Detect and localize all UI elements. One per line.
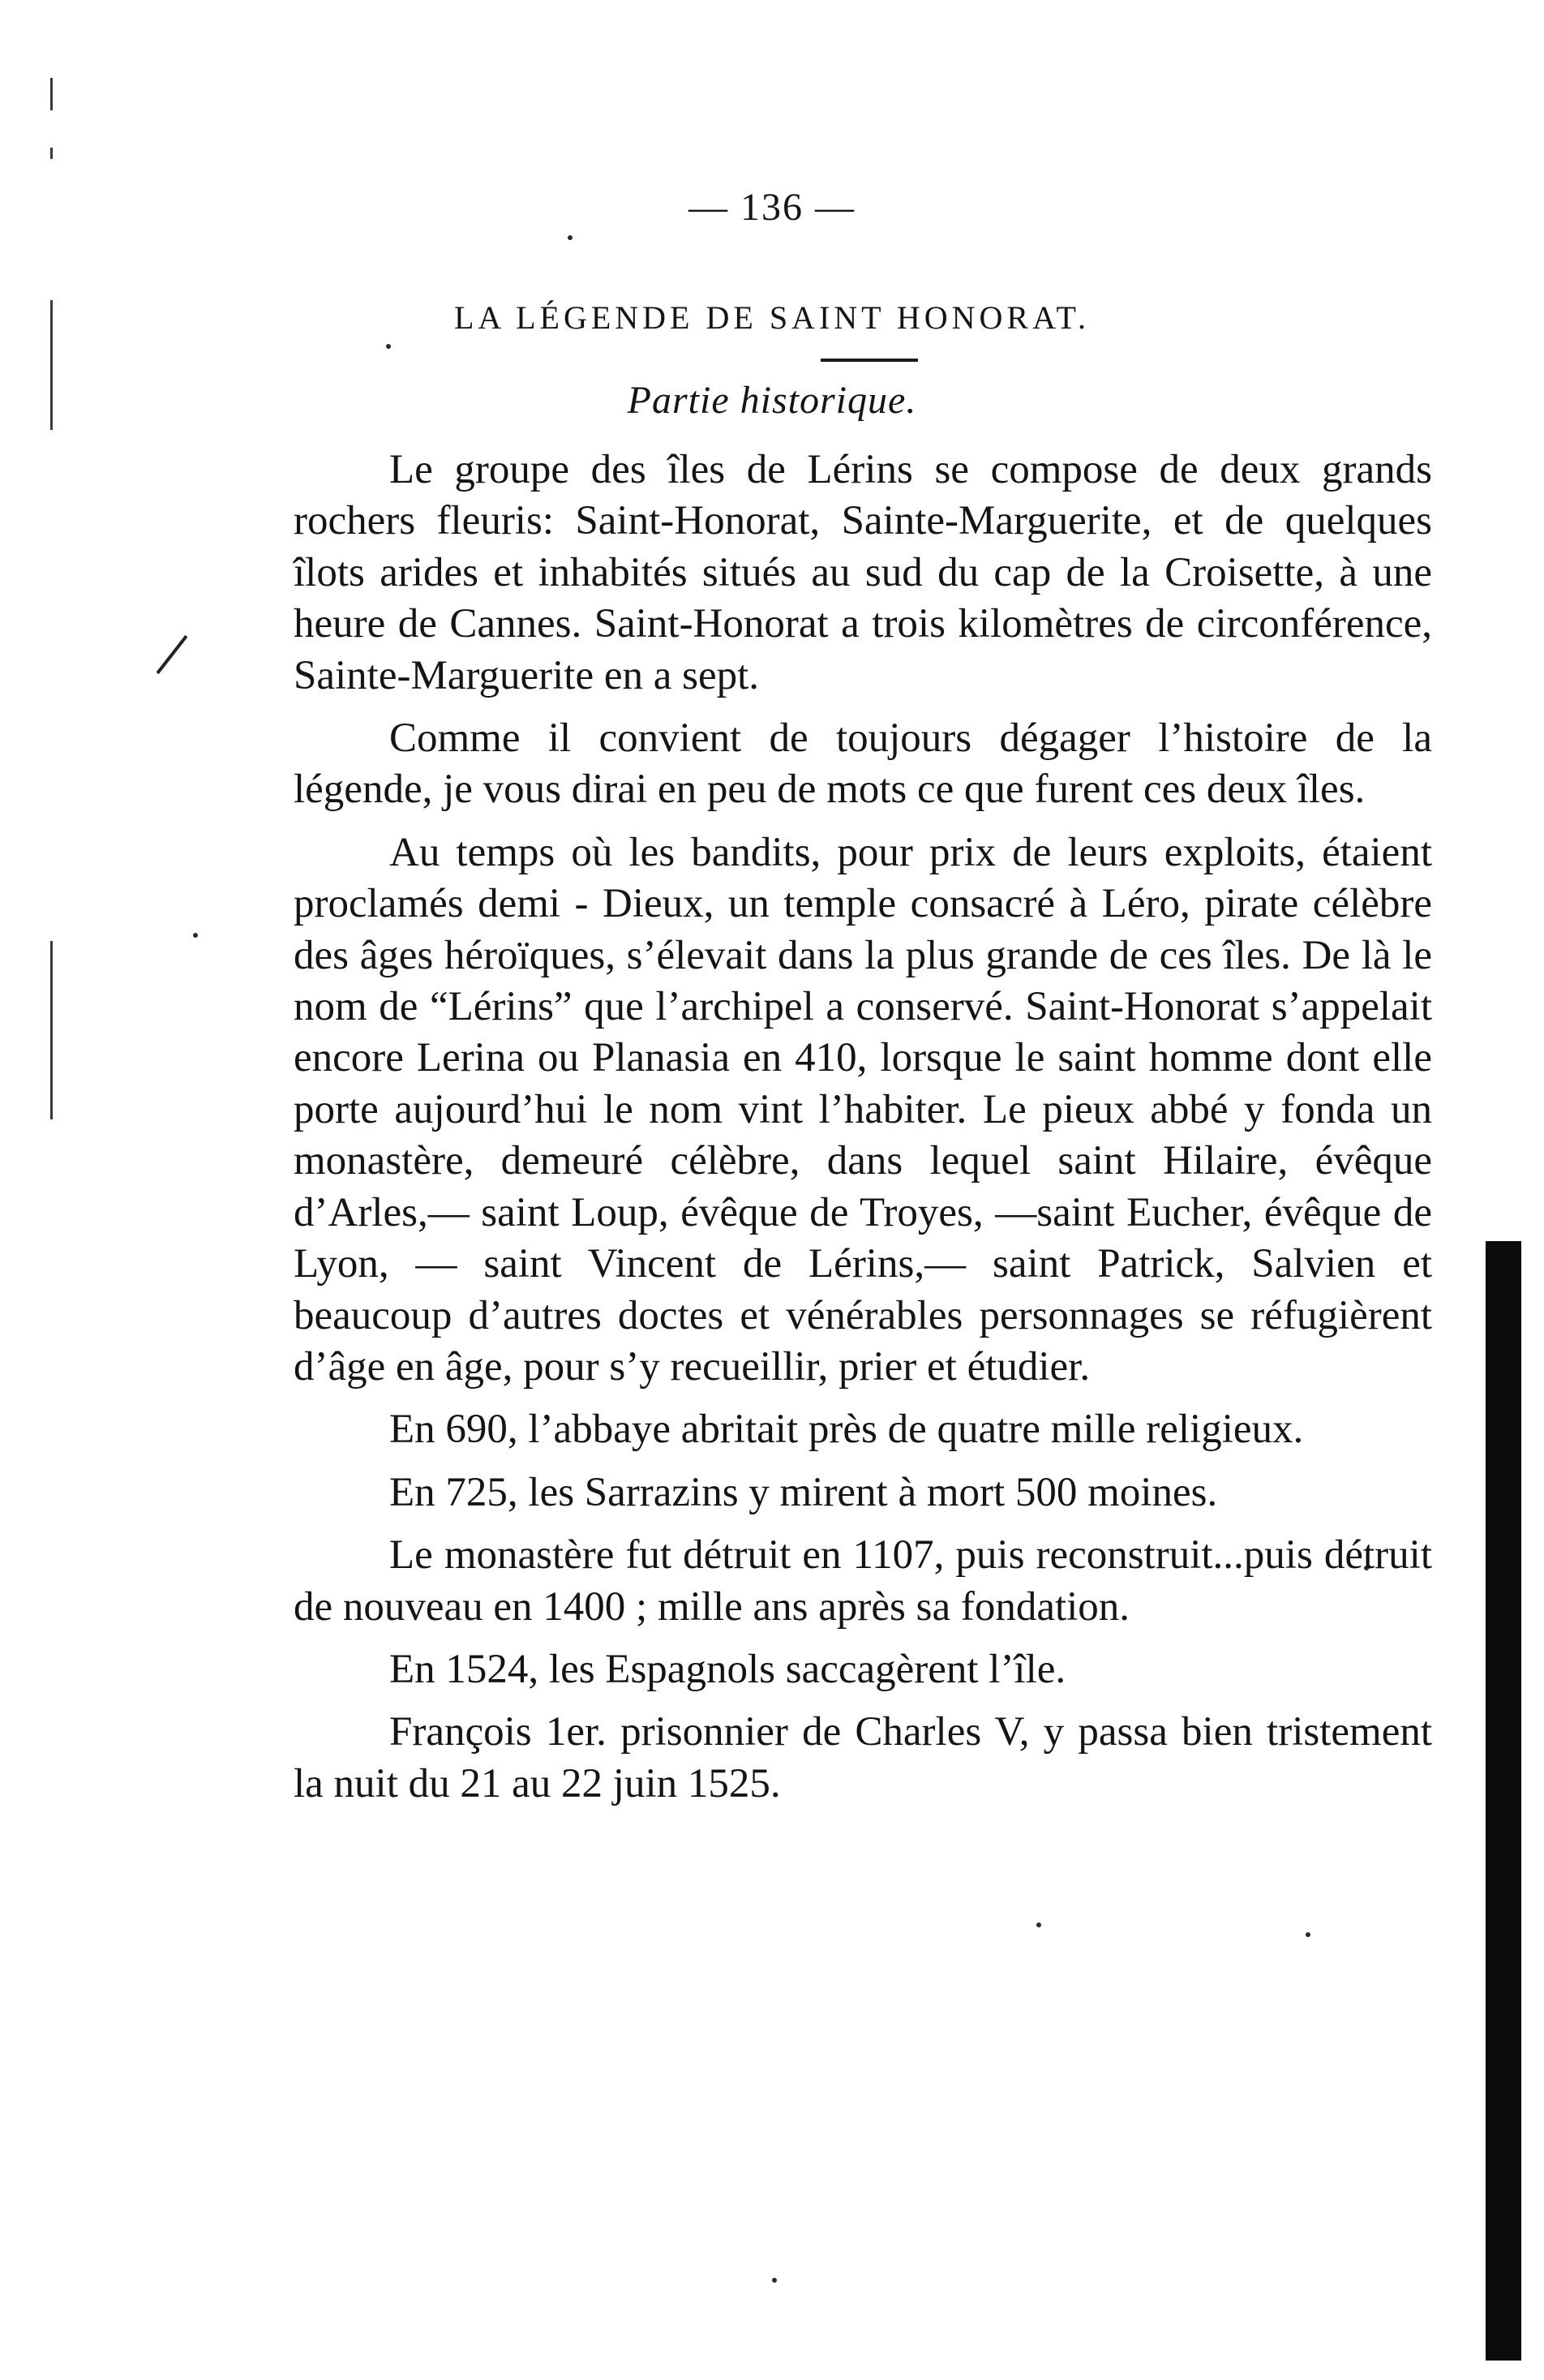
page-number: — 136 — — [688, 186, 856, 229]
body-text — [294, 445, 1432, 1821]
section-title: Partie historique. — [627, 379, 917, 422]
scan-margin-line — [50, 78, 53, 110]
scan-speck — [1306, 1932, 1310, 1937]
paragraph-725: En 725, les Sarrazins y mirent à mort 500 moines. — [389, 1469, 1218, 1515]
title-divider — [821, 359, 918, 362]
pencil-mark — [157, 635, 188, 674]
scan-speck — [1036, 1922, 1041, 1927]
paragraph-islands: Le groupe des îles de Lérins se compose de deux grands rochers fleuris: Saint-Honorat, Sainte-Marguerite, et de quelques îlots arides et inhabités situés au sud du cap de la Croisette, à une heure de Cannes. Saint-Honorat a trois kilomètres de circonférence, Sainte-Marguerite en a sept. — [294, 447, 1432, 698]
scan-speck — [386, 344, 391, 349]
paragraph-1525: François 1er. prisonnier de Charles V, y passa bien tristement la nuit du 21 au 22 juin 1525. — [294, 1709, 1432, 1806]
paragraph-history: Au temps où les bandits, pour prix de leurs exploits, étaient proclamés demi - Dieux, un temple consacré à Léro, pirate célèbre des âges héroïques, s’élevait dans la plus grande de ces îles. De là le nom de “Lérins” que l’archipel a conservé. Saint-Honorat s’appelait encore Lerina ou Planasia en 410, lorsque le saint homme dont elle porte aujourd’hui le nom vint l’habiter. Le pieux abbé y fonda un monastère, demeuré célèbre, dans lequel saint Hilaire, évêque d’Arles,— saint Loup, évêque de Troyes, —saint Eucher, évêque de Lyon, — saint Vincent de Lérins,— saint Patrick, Salvien et beaucoup d’autres doctes et vénérables personnages se réfugièrent d’âge en âge, pour s’y recueillir, prier et étudier. — [294, 829, 1432, 1390]
scan-margin-line — [50, 941, 53, 1119]
paragraph-1524: En 1524, les Espagnols saccagèrent l’île. — [389, 1646, 1066, 1692]
paragraph-690: En 690, l’abbaye abritait près de quatre mille religieux. — [389, 1407, 1304, 1453]
scan-speck — [193, 933, 198, 938]
scan-edge-shadow — [1486, 1241, 1521, 2361]
scan-speck — [772, 2278, 777, 2283]
scan-margin-line — [50, 148, 53, 159]
scan-speck — [568, 235, 573, 240]
paragraph-1107: Le monastère fut détruit en 1107, puis reconstruit...puis détruit de nouveau en 1400 ; mille ans après sa fondation. — [294, 1532, 1432, 1630]
paragraph-legend-intro: Comme il convient de toujours dégager l’histoire de la légende, je vous dirai en peu de mots ce que furent ces deux îles. — [294, 715, 1432, 813]
chapter-title: LA LÉGENDE DE SAINT HONORAT. — [453, 299, 1091, 336]
